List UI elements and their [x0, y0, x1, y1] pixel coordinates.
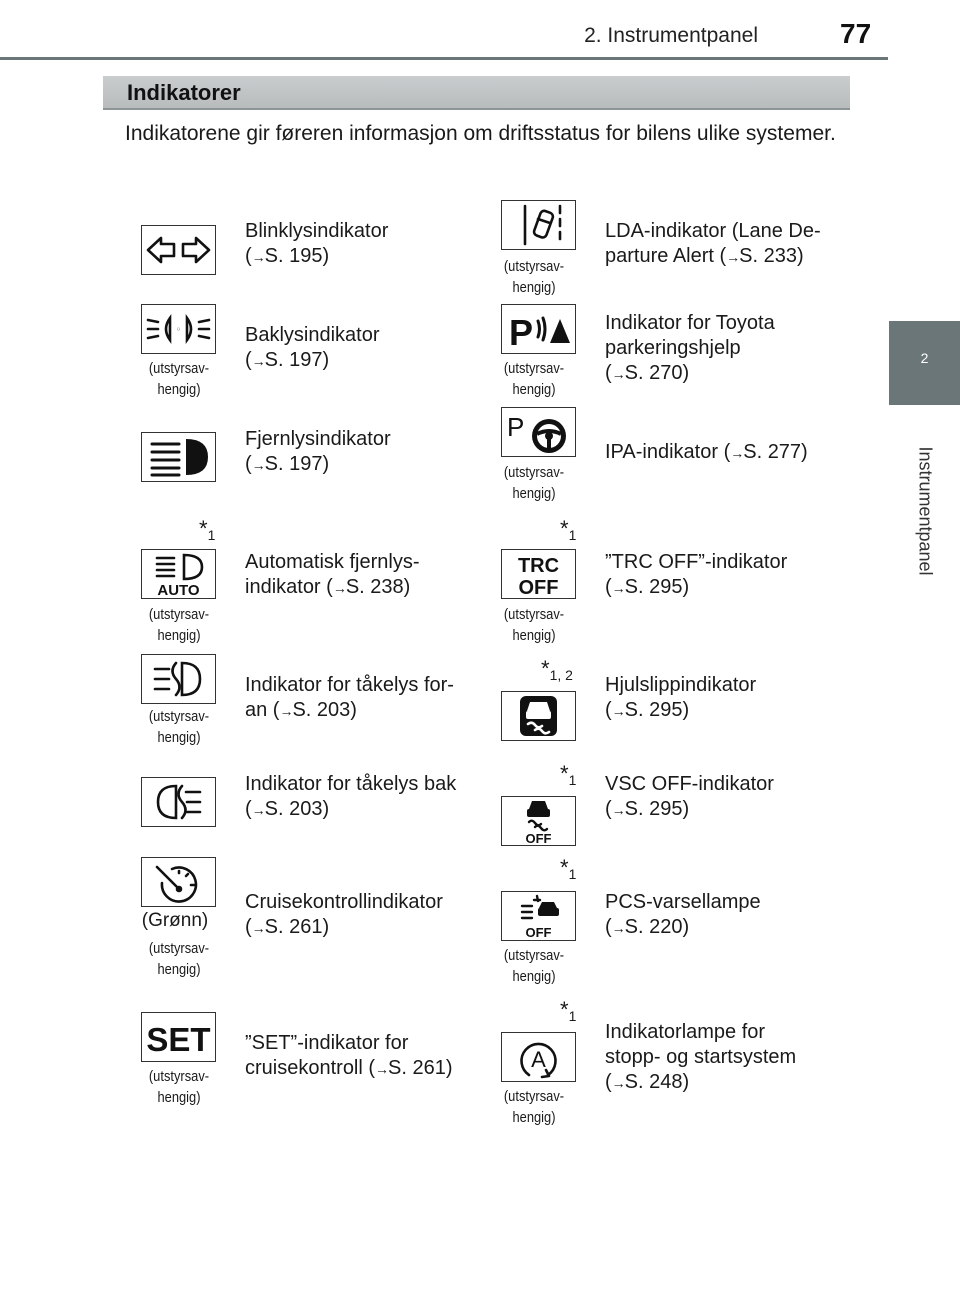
parking-assist-icon [501, 304, 576, 354]
chapter-tab-number: 2 [889, 321, 960, 405]
optional-note: (utstyrsav- hengig) [148, 606, 210, 644]
optional-note: (utstyrsav- hengig) [503, 360, 565, 398]
set-icon [141, 1012, 216, 1062]
high-beam-icon [141, 432, 216, 482]
svg-text:OFF: OFF [525, 831, 552, 845]
svg-text:SET: SET [146, 1021, 211, 1058]
front-fog-icon [141, 654, 216, 704]
footnote-marker: $*_1$ [560, 516, 577, 543]
ipa-icon [501, 407, 576, 457]
cruise-control-description: Cruisekontrollindikator (→S. 261) [245, 891, 443, 938]
svg-text:OFF: OFF [518, 577, 559, 598]
stop-start-description: Indikatorlampe for stopp- og startsystem (→S. 248) [605, 1021, 797, 1093]
running-header-section: 2. Instrumentpanel [584, 24, 758, 47]
auto-high-beam-icon [141, 549, 216, 599]
footnote-marker: $*_1$ [560, 855, 577, 882]
stop-start-icon [501, 1032, 576, 1082]
optional-note: (utstyrsav- hengig) [503, 464, 565, 502]
header-rule [0, 57, 888, 60]
turn-signal-icon [141, 225, 216, 275]
set-description: ”SET”-indikator for cruisekontroll (→S. 261) [245, 1032, 453, 1079]
high-beam-description: Fjernlysindikator (→S. 197) [245, 428, 391, 475]
pcs-description: PCS-varsellampe (→S. 220) [605, 891, 761, 938]
svg-text:AUTO: AUTO [157, 582, 200, 598]
page-number: 77 [840, 18, 872, 49]
svg-text:OFF: OFF [525, 925, 552, 940]
trc-off-icon [501, 549, 576, 599]
intro-paragraph: Indikatorene gir føreren informasjon om driftsstatus for bilens ulike systemer. [125, 122, 836, 145]
footnote-marker: $*_1$ [560, 997, 577, 1024]
footnote-marker: $*_1$ [560, 761, 577, 788]
vsc-off-description: VSC OFF-indikator (→S. 295) [605, 773, 774, 820]
optional-note: (utstyrsav- hengig) [148, 360, 210, 398]
parking-assist-description: Indikator for Toyota parkeringshjelp (→S. 270) [605, 312, 775, 384]
optional-note: (utstyrsav- hengig) [148, 1068, 210, 1106]
trc-off-description: ”TRC OFF”-indikator (→S. 295) [605, 551, 788, 598]
footnote-marker: $*_1$ [199, 516, 216, 543]
vsc-off-icon [501, 796, 576, 846]
tail-light-description: Baklysindikator (→S. 197) [245, 324, 380, 371]
section-heading: Indikatorer [103, 76, 850, 110]
auto-high-beam-description: Automatisk fjernlys- indikator (→S. 238) [245, 551, 420, 598]
optional-note: (utstyrsav- hengig) [503, 606, 565, 644]
optional-note: (utstyrsav- hengig) [503, 947, 565, 985]
slip-icon [501, 691, 576, 741]
cruise-control-icon [141, 857, 216, 907]
pcs-icon [501, 891, 576, 941]
svg-text:TRC: TRC [517, 555, 560, 577]
rear-fog-icon [141, 777, 216, 827]
optional-note: (utstyrsav- hengig) [148, 708, 210, 746]
turn-signal-description: Blinklysindikator (→S. 195) [245, 220, 389, 267]
optional-note: (utstyrsav- hengig) [503, 1088, 565, 1126]
svg-text:P: P [507, 412, 525, 442]
color-note: (Grønn) [141, 910, 209, 931]
footnote-marker: $*_{1, 2}$ [541, 656, 573, 683]
slip-description: Hjulslippindikator (→S. 295) [605, 674, 757, 721]
tail-light-icon [141, 304, 216, 354]
rear-fog-description: Indikator for tåkelys bak (→S. 203) [245, 773, 457, 820]
front-fog-description: Indikator for tåkelys for- an (→S. 203) [245, 674, 454, 721]
svg-text:P: P [509, 312, 534, 353]
svg-text:A: A [531, 1047, 546, 1072]
lda-icon [501, 200, 576, 250]
optional-note: (utstyrsav- hengig) [148, 940, 210, 978]
chapter-tab-label: Instrumentpanel [915, 446, 935, 576]
lda-description: LDA-indikator (Lane De- parture Alert (→S. 233) [605, 220, 821, 267]
ipa-description: IPA-indikator (→S. 277) [605, 441, 808, 463]
optional-note: (utstyrsav- hengig) [503, 258, 565, 296]
